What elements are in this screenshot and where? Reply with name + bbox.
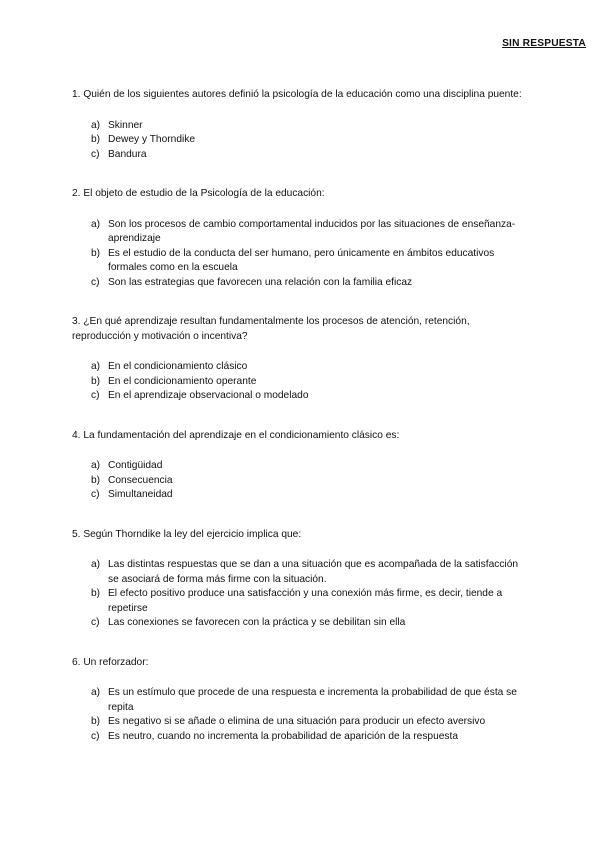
option-letter: c) xyxy=(91,276,100,288)
answer-option xyxy=(72,686,522,715)
option-letter: a) xyxy=(91,460,101,471)
question-text: 3. ¿En qué aprendizaje resultan fundamentalmente los procesos de atención, retención, reproducción y motivación o incentiva? xyxy=(72,316,470,342)
option-letter: b) xyxy=(91,134,101,145)
answer-options xyxy=(72,119,522,163)
option-text: Simultaneidad xyxy=(108,489,173,500)
question-text: 4. La fundamentación del aprendizaje en el condicionamiento clásico es: xyxy=(72,429,400,441)
option-letter: c) xyxy=(91,148,100,160)
answer-option xyxy=(72,389,522,404)
question-3 xyxy=(72,315,522,404)
option-text: Son las estrategias que favorecen una relación con la familia eficaz xyxy=(108,276,413,288)
answer-options xyxy=(72,558,522,631)
answer-option xyxy=(72,148,522,163)
option-text: Dewey y Thorndike xyxy=(108,134,196,145)
option-text: Bandura xyxy=(108,148,147,160)
option-letter: a) xyxy=(91,119,101,131)
answer-option xyxy=(72,247,522,276)
option-letter: a) xyxy=(91,687,101,698)
question-5 xyxy=(72,528,522,631)
answer-option xyxy=(72,276,522,291)
option-letter: b) xyxy=(91,247,101,259)
answer-option xyxy=(72,730,522,745)
answer-option xyxy=(72,133,522,148)
option-text: Las conexiones se favorecen con la práctica y se debilitan sin ella xyxy=(108,617,406,628)
answer-options xyxy=(72,218,522,291)
question-1 xyxy=(72,88,522,162)
option-text: Contigüidad xyxy=(108,460,163,471)
answer-options xyxy=(72,686,522,744)
option-letter: b) xyxy=(91,375,101,387)
answer-option xyxy=(72,558,522,587)
answer-option xyxy=(72,218,522,247)
answer-option xyxy=(72,459,522,474)
answer-option xyxy=(72,715,522,730)
option-text: Es un estímulo que procede de una respuesta e incrementa la probabilidad de que ésta se repita xyxy=(108,687,517,713)
option-text: Las distintas respuestas que se dan a una situación que es acompañada de la satisfacción se asociará de forma más firme con la situación. xyxy=(108,559,519,585)
answer-option xyxy=(72,587,522,616)
option-text: Son los procesos de cambio comportamental inducidos por las situaciones de enseñanza-aprendizaje xyxy=(108,218,516,244)
answer-option xyxy=(72,616,522,631)
option-text: Consecuencia xyxy=(108,474,173,486)
option-text: En el aprendizaje observacional o modelado xyxy=(108,390,309,401)
question-text: 1. Quién de los siguientes autores definió la psicología de la educación como una disciplina puente: xyxy=(72,89,522,100)
option-letter: c) xyxy=(91,390,100,401)
answer-option xyxy=(72,119,522,134)
answer-option xyxy=(72,488,522,503)
questionnaire xyxy=(72,88,522,769)
question-text: 2. El objeto de estudio de la Psicología de la educación: xyxy=(72,188,325,199)
answer-option xyxy=(72,360,522,375)
answer-options xyxy=(72,459,522,503)
question-4 xyxy=(72,429,522,503)
option-text: El efecto positivo produce una satisfacción y una conexión más firme, es decir, tiende a repetirse xyxy=(108,588,503,614)
option-text: En el condicionamiento operante xyxy=(108,375,257,387)
question-text: 5. Según Thorndike la ley del ejercicio implica que: xyxy=(72,528,302,540)
option-text: En el condicionamiento clásico xyxy=(108,361,248,372)
question-text: 6. Un reforzador: xyxy=(72,656,149,668)
option-letter: c) xyxy=(91,489,100,500)
option-letter: a) xyxy=(91,361,101,372)
option-letter: c) xyxy=(91,730,100,742)
option-letter: c) xyxy=(91,617,100,628)
option-text: Es negativo si se añade o elimina de una situación para producir un efecto aversivo xyxy=(108,716,486,727)
option-letter: a) xyxy=(91,218,101,230)
option-text: Es el estudio de la conducta del ser humano, pero únicamente en ámbitos educativos formales como en la escuela xyxy=(108,247,495,273)
option-letter: b) xyxy=(91,588,101,599)
option-text: Es neutro, cuando no incrementa la probabilidad de aparición de la respuesta xyxy=(108,730,459,742)
answer-option xyxy=(72,474,522,489)
question-6 xyxy=(72,656,522,745)
option-letter: b) xyxy=(91,474,101,486)
option-letter: b) xyxy=(91,716,101,727)
option-text: Skinner xyxy=(108,119,143,131)
option-letter: a) xyxy=(91,559,101,570)
page-header-label: SIN RESPUESTA xyxy=(502,38,586,49)
answer-options xyxy=(72,360,522,404)
question-2 xyxy=(72,187,522,290)
answer-option xyxy=(72,375,522,390)
